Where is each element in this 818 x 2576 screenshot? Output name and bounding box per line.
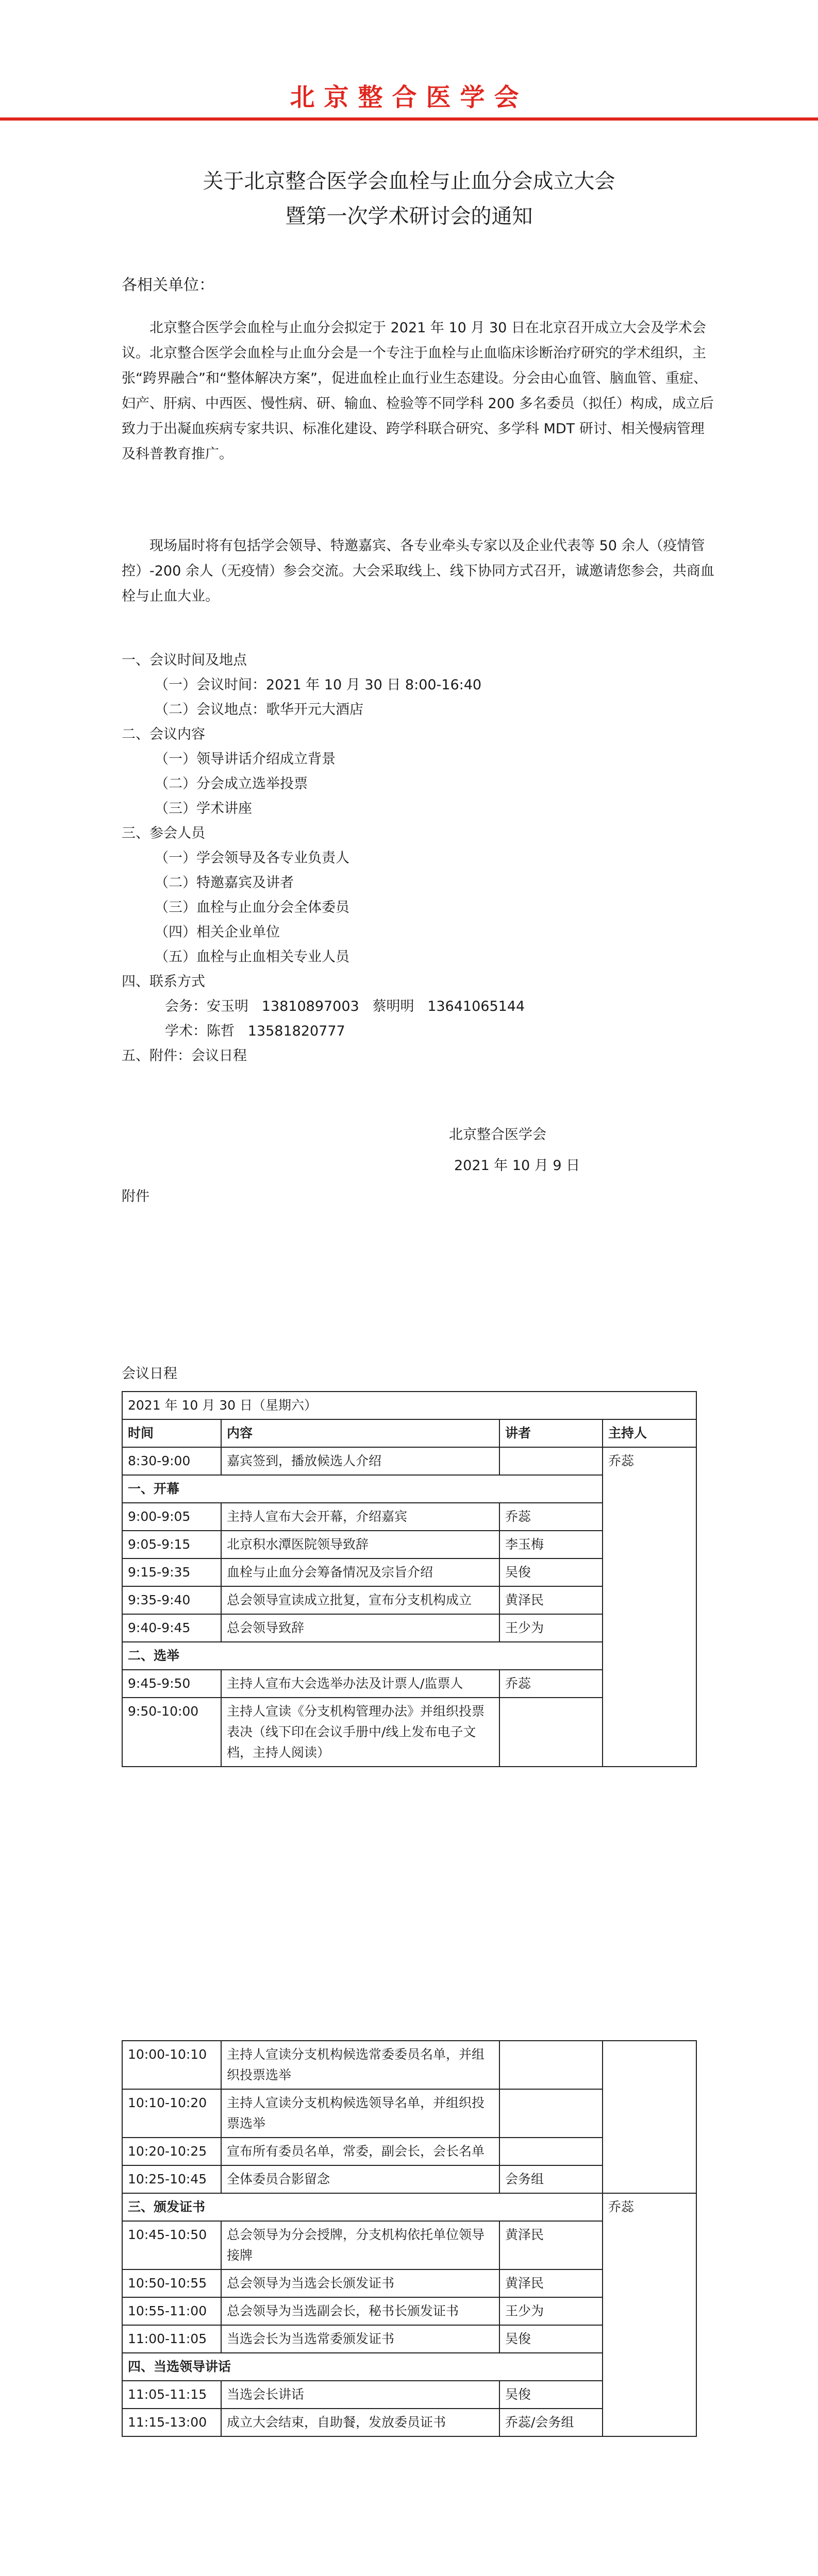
header-time: 时间 (122, 1419, 221, 1447)
host-name: 乔蕊 (603, 1447, 696, 1767)
schedule-section-row (122, 2193, 696, 2221)
row-time: 9:05-9:15 (122, 1531, 221, 1558)
section-heading: 五、附件：会议日程 (122, 1048, 247, 1064)
row-content: 主持人宣布大会开幕，介绍嘉宾 (221, 1503, 499, 1531)
red-header-rule (0, 117, 818, 121)
schedule-row (122, 1447, 696, 1475)
section-item: （二）特邀嘉宾及讲者 (155, 875, 294, 891)
row-time: 10:10-10:20 (122, 2089, 221, 2138)
row-time: 9:40-9:45 (122, 1614, 221, 1642)
contact-academic: 学术：陈哲 13581820777 (165, 1023, 345, 1039)
section-heading: 一、会议时间及地点 (122, 652, 247, 668)
row-speaker: 黄泽民 (499, 2269, 603, 2297)
row-content: 总会领导为当选副会长，秘书长颁发证书 (221, 2297, 499, 2325)
row-content: 全体委员合影留念 (221, 2165, 499, 2193)
row-time: 10:55-11:00 (122, 2297, 221, 2325)
schedule-header-row (122, 1419, 696, 1447)
row-time: 11:00-11:05 (122, 2325, 221, 2353)
row-speaker: 王少为 (499, 2297, 603, 2325)
section-heading: 三、参会人员 (122, 825, 205, 841)
section-item: （三）学术讲座 (155, 801, 252, 817)
row-time: 10:45-10:50 (122, 2221, 221, 2269)
document-title (0, 164, 818, 234)
schedule-section-label: 三、颁发证书 (122, 2193, 603, 2221)
schedule-section-label: 四、当选领导讲话 (122, 2353, 603, 2381)
schedule-table (122, 1391, 697, 1767)
section-heading: 二、会议内容 (122, 726, 205, 742)
row-speaker (499, 1698, 603, 1767)
row-time: 8:30-9:00 (122, 1447, 221, 1475)
row-speaker (499, 1447, 603, 1475)
row-content: 主持人宣读分支机构候选常委委员名单，并组织投票选举 (221, 2041, 499, 2089)
section-item: （二）分会成立选举投票 (155, 776, 308, 792)
schedule-date: 2021 年 10 月 30 日（星期六） (122, 1392, 696, 1419)
signature-date: 2021 年 10 月 9 日 (454, 1158, 580, 1174)
row-time: 10:50-10:55 (122, 2269, 221, 2297)
row-time: 11:15-13:00 (122, 2409, 221, 2436)
section-item: （四）相关企业单位 (155, 924, 280, 940)
row-time: 10:00-10:10 (122, 2041, 221, 2089)
row-content: 总会领导为当选会长颁发证书 (221, 2269, 499, 2297)
document-title-line-1: 关于北京整合医学会血栓与止血分会成立大会 (203, 170, 615, 193)
section-item: （五）血栓与止血相关专业人员 (155, 949, 349, 965)
row-content: 嘉宾签到，播放候选人介绍 (221, 1447, 499, 1475)
schedule-row (122, 2041, 696, 2089)
row-content: 总会领导致辞 (221, 1614, 499, 1642)
row-time: 9:00-9:05 (122, 1503, 221, 1531)
org-title: 北京整合医学会 (290, 83, 528, 112)
row-time: 9:35-9:40 (122, 1586, 221, 1614)
header-speaker: 讲者 (499, 1419, 603, 1447)
header-host: 主持人 (603, 1419, 696, 1447)
row-content: 主持人宣布大会选举办法及计票人/监票人 (221, 1670, 499, 1698)
section-item: （三）血栓与止血分会全体委员 (155, 900, 349, 916)
row-time: 9:50-10:00 (122, 1698, 221, 1767)
row-content: 总会领导宣读成立批复，宣布分支机构成立 (221, 1586, 499, 1614)
row-content: 血栓与止血分会筹备情况及宗旨介绍 (221, 1558, 499, 1586)
header-content: 内容 (221, 1419, 499, 1447)
host-blank (603, 2041, 696, 2193)
row-time: 10:25-10:45 (122, 2165, 221, 2193)
row-speaker: 黄泽民 (499, 2221, 603, 2269)
row-content: 主持人宣读《分支机构管理办法》并组织投票表决（线下印在会议手册中/线上发布电子文档，主持人阅读） (221, 1698, 499, 1767)
row-content: 当选会长为当选常委颁发证书 (221, 2325, 499, 2353)
row-content: 总会领导为分会授牌，分支机构依托单位领导接牌 (221, 2221, 499, 2269)
row-speaker: 王少为 (499, 1614, 603, 1642)
schedule-section-label: 一、开幕 (122, 1475, 603, 1503)
section-item: （二）会议地点：歌华开元大酒店 (155, 702, 363, 718)
row-speaker: 黄泽民 (499, 1586, 603, 1614)
row-time: 9:45-9:50 (122, 1670, 221, 1698)
row-speaker: 会务组 (499, 2165, 603, 2193)
row-time: 9:15-9:35 (122, 1558, 221, 1586)
host-name: 乔蕊 (603, 2193, 696, 2436)
row-content: 主持人宣读分支机构候选领导名单，并组织投票选举 (221, 2089, 499, 2138)
row-speaker: 吴俊 (499, 2381, 603, 2409)
section-item: （一）领导讲话介绍成立背景 (155, 751, 336, 767)
row-speaker (499, 2089, 603, 2138)
intro-paragraph: 北京整合医学会血栓与止血分会拟定于 2021 年 10 月 30 日在北京召开成立大会及学术会议。北京整合医学会血栓与止血分会是一个专注于血栓与止血临床诊断治疗研究的学术组织，主张“跨界融合”和“整体解决方案”，促进血栓止血行业生态建设。分会由心血管、脑血管、重症、妇产、肝病、中西医、慢性病、研、输血、检验等不同学科 200 多名委员（拟任）构成，成立后致力于出凝血疾病专家共识、标准化建设、跨学科联合研究、多学科 MDT 研讨、相关慢病管理及科普教育推广。 (122, 320, 714, 462)
row-content: 北京积水潭医院领导致辞 (221, 1531, 499, 1558)
row-speaker: 吴俊 (499, 1558, 603, 1586)
signature-organization: 北京整合医学会 (449, 1127, 546, 1143)
schedule-section-label: 二、选举 (122, 1642, 603, 1670)
schedule-title: 会议日程 (122, 1366, 177, 1382)
section-item: （一）会议时间：2021 年 10 月 30 日 8:00-16:40 (155, 677, 482, 693)
row-speaker: 乔蕊/会务组 (499, 2409, 603, 2436)
section-heading: 四、联系方式 (122, 974, 205, 990)
row-speaker: 乔蕊 (499, 1670, 603, 1698)
row-speaker: 乔蕊 (499, 1503, 603, 1531)
row-time: 10:20-10:25 (122, 2138, 221, 2165)
attachment-label: 附件 (122, 1189, 149, 1205)
row-content: 宣布所有委员名单，常委，副会长，会长名单 (221, 2138, 499, 2165)
row-speaker: 李玉梅 (499, 1531, 603, 1558)
row-content: 当选会长讲话 (221, 2381, 499, 2409)
schedule-table-continued (122, 2040, 697, 2437)
addressee: 各相关单位： (122, 276, 214, 294)
document-title-line-2: 暨第一次学术研讨会的通知 (285, 205, 533, 228)
row-speaker: 吴俊 (499, 2325, 603, 2353)
row-content: 成立大会结束，自助餐，发放委员证书 (221, 2409, 499, 2436)
row-speaker (499, 2041, 603, 2089)
row-time: 11:05-11:15 (122, 2381, 221, 2409)
schedule-date-row (122, 1392, 696, 1419)
section-item: （一）学会领导及各专业负责人 (155, 850, 349, 866)
contact-meeting: 会务：安玉明 13810897003 蔡明明 13641065144 (165, 998, 525, 1014)
attendance-paragraph: 现场届时将有包括学会领导、特邀嘉宾、各专业牵头专家以及企业代表等 50 余人（疫情管控）-200 余人（无疫情）参会交流。大会采取线上、线下协同方式召开，诚邀请您参会，共商血栓与止血大业。 (122, 538, 714, 604)
row-speaker (499, 2138, 603, 2165)
